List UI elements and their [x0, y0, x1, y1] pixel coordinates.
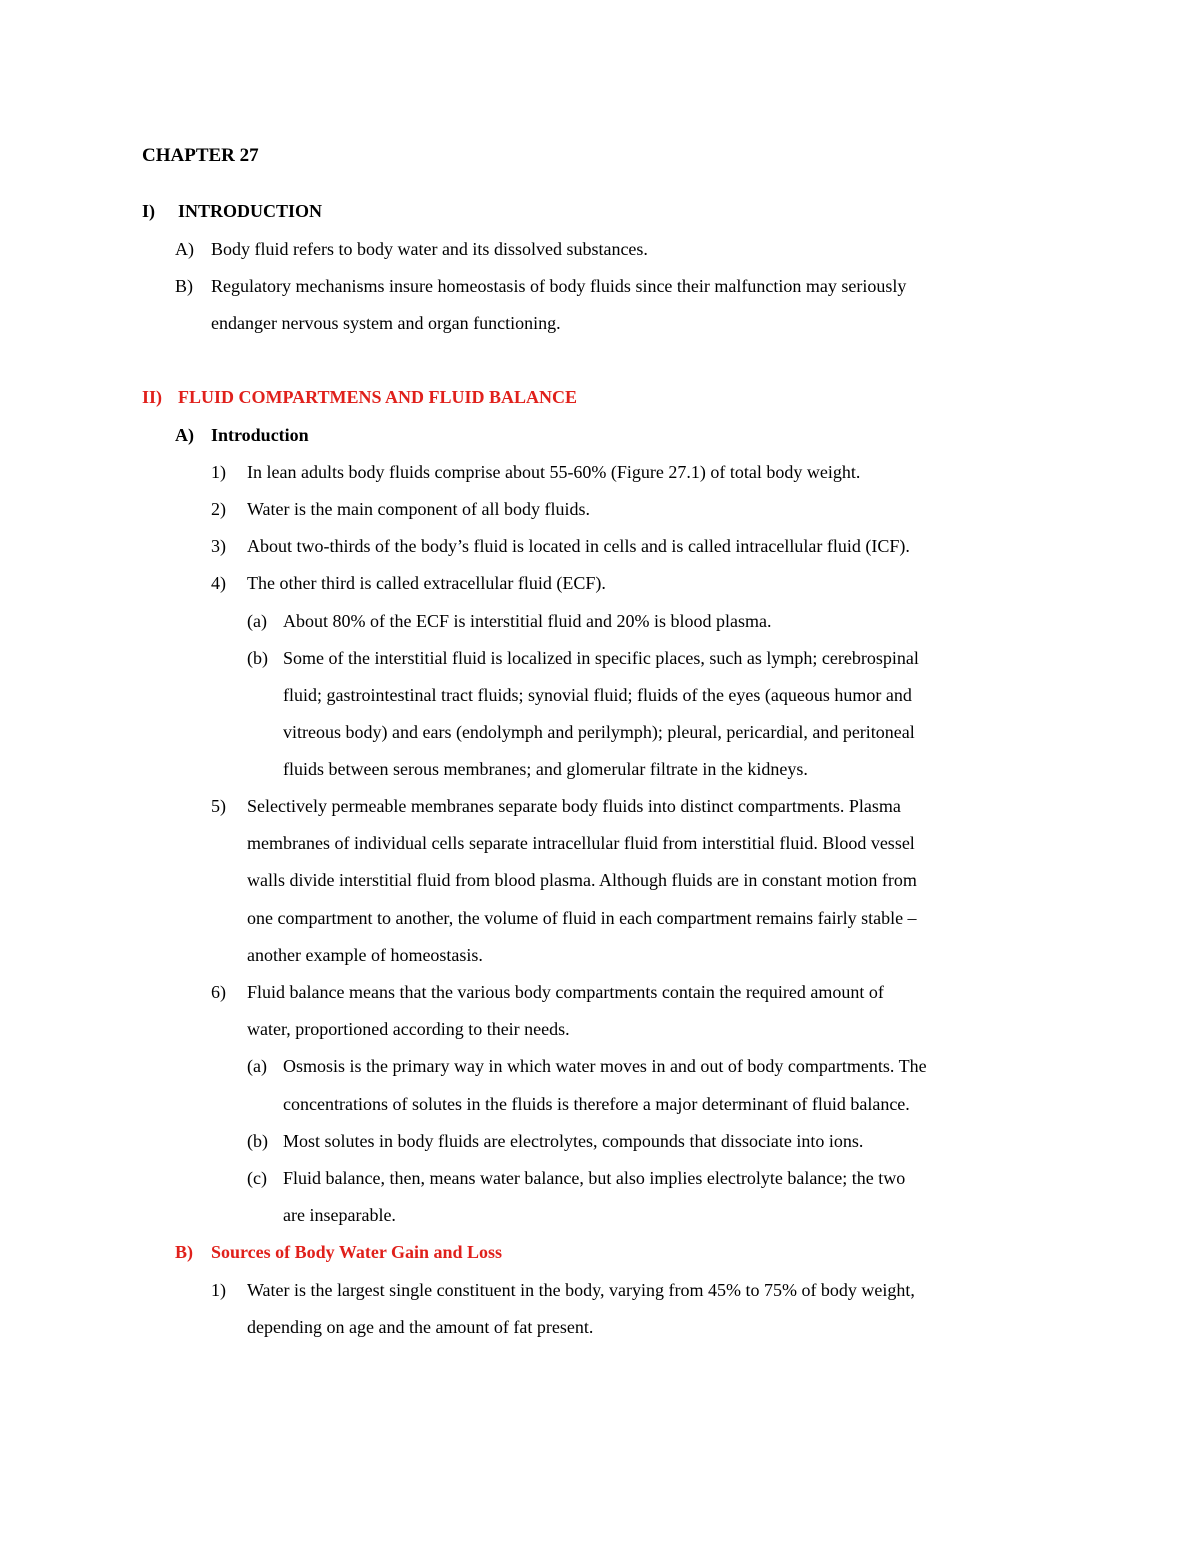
- item-4b-line-2: fluid; gastrointestinal tract fluids; synovial fluid; fluids of the eyes (aqueous humor and: [283, 685, 912, 705]
- item-5-line-1: Selectively permeable membranes separate body fluids into distinct compartments. Plasma: [247, 796, 901, 816]
- s1-b-marker: B): [175, 276, 193, 296]
- item-4a-marker: (a): [247, 611, 267, 631]
- b-item-1-line-2: depending on age and the amount of fat present.: [247, 1317, 594, 1337]
- item-6c-line-1: Fluid balance, then, means water balance, but also implies electrolyte balance; the two: [283, 1168, 906, 1188]
- b-item-1-marker: 1): [211, 1280, 226, 1300]
- section-2-title: FLUID COMPARTMENS AND FLUID BALANCE: [178, 387, 578, 407]
- item-6a-line-2: concentrations of solutes in the fluids is therefore a major determinant of fluid balance.: [283, 1094, 910, 1114]
- item-6a-line-1: Osmosis is the primary way in which water moves in and out of body compartments. The: [283, 1056, 927, 1076]
- item-2-marker: 2): [211, 499, 226, 519]
- section-1-number: I): [142, 201, 155, 221]
- item-5-line-4: one compartment to another, the volume of fluid in each compartment remains fairly stable –: [247, 908, 917, 928]
- item-5-line-3: walls divide interstitial fluid from blood plasma. Although fluids are in constant motion from: [247, 870, 917, 890]
- item-5-marker: 5): [211, 796, 226, 816]
- item-5-line-5: another example of homeostasis.: [247, 945, 483, 965]
- item-3-text: About two-thirds of the body’s fluid is located in cells and is called intracellular fluid (ICF).: [247, 536, 910, 556]
- item-4-text: The other third is called extracellular fluid (ECF).: [247, 573, 606, 593]
- item-3-marker: 3): [211, 536, 226, 556]
- s2-a-marker: A): [175, 425, 194, 445]
- item-1-text: In lean adults body fluids comprise about 55-60% (Figure 27.1) of total body weight.: [247, 462, 861, 482]
- item-1-marker: 1): [211, 462, 226, 482]
- item-4b-marker: (b): [247, 648, 268, 668]
- item-6b-text: Most solutes in body fluids are electrolytes, compounds that dissociate into ions.: [283, 1131, 864, 1151]
- s2-b-marker: B): [175, 1242, 193, 1262]
- s1-b-line-2: endanger nervous system and organ functioning.: [211, 313, 561, 333]
- item-4a-text: About 80% of the ECF is interstitial fluid and 20% is blood plasma.: [283, 611, 772, 631]
- item-6-line-1: Fluid balance means that the various body compartments contain the required amount of: [247, 982, 884, 1002]
- s2-a-title: Introduction: [211, 425, 309, 445]
- b-item-1-line-1: Water is the largest single constituent in the body, varying from 45% to 75% of body weight,: [247, 1280, 915, 1300]
- item-6-marker: 6): [211, 982, 226, 1002]
- item-2-text: Water is the main component of all body fluids.: [247, 499, 590, 519]
- item-5-line-2: membranes of individual cells separate intracellular fluid from interstitial fluid. Blood vessel: [247, 833, 915, 853]
- item-4b-line-1: Some of the interstitial fluid is localized in specific places, such as lymph; cerebrospinal: [283, 648, 919, 668]
- item-4b-line-3: vitreous body) and ears (endolymph and perilymph); pleural, pericardial, and peritoneal: [283, 722, 915, 742]
- section-1-title: INTRODUCTION: [178, 201, 323, 221]
- item-6a-marker: (a): [247, 1056, 267, 1076]
- item-6c-line-2: are inseparable.: [283, 1205, 396, 1225]
- s1-b-line-1: Regulatory mechanisms insure homeostasis of body fluids since their malfunction may seriously: [211, 276, 907, 296]
- item-6-line-2: water, proportioned according to their needs.: [247, 1019, 570, 1039]
- item-4-marker: 4): [211, 573, 226, 593]
- s1-a-marker: A): [175, 239, 194, 259]
- item-6c-marker: (c): [247, 1168, 267, 1188]
- item-4b-line-4: fluids between serous membranes; and glomerular filtrate in the kidneys.: [283, 759, 808, 779]
- item-6b-marker: (b): [247, 1131, 268, 1151]
- s1-a-text: Body fluid refers to body water and its dissolved substances.: [211, 239, 648, 259]
- section-2-number: II): [142, 387, 163, 407]
- s2-b-title: Sources of Body Water Gain and Loss: [211, 1242, 503, 1262]
- chapter-title: CHAPTER 27: [142, 145, 259, 166]
